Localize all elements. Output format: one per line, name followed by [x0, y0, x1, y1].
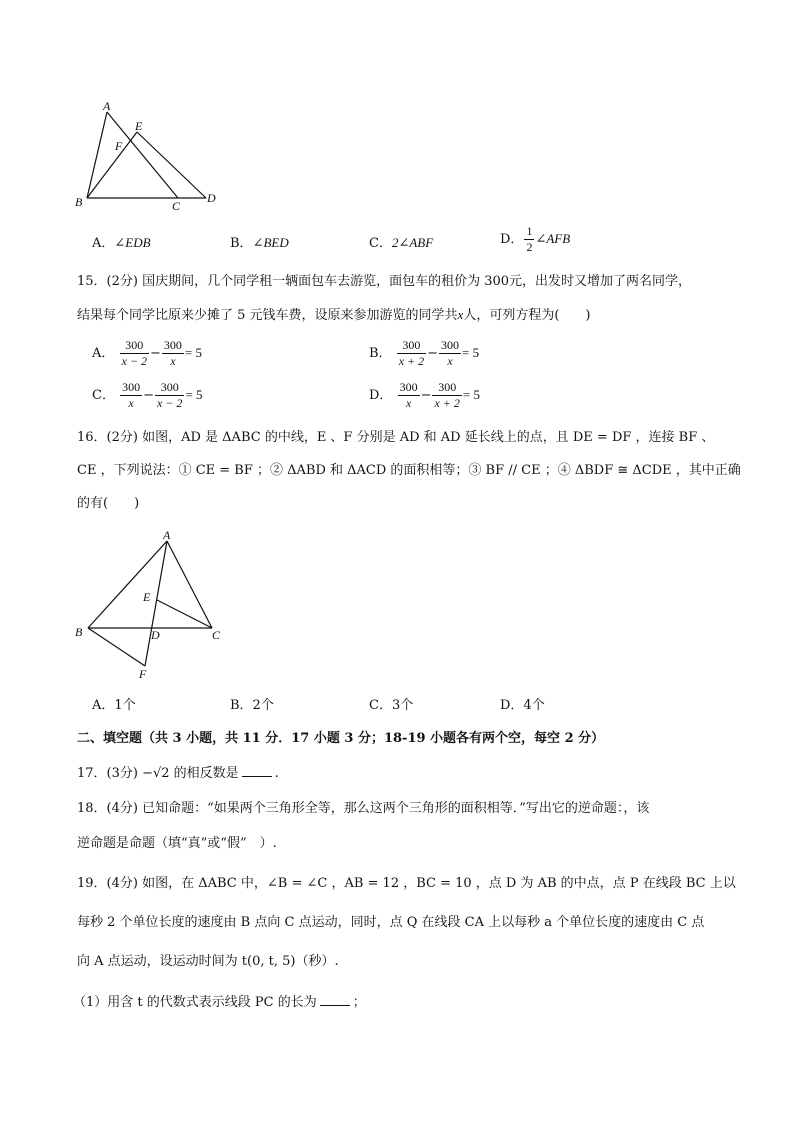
q19-line2: 每秒 2 个单位长度的速度由 B 点向 C 点运动，同时，点 Q 在线段 CA 上以每秒 a 个单位长度的速度由 C 点 [77, 915, 705, 930]
q16-option-d[interactable]: D．4个 [500, 698, 545, 713]
q14-option-d[interactable] [500, 224, 570, 255]
q14-option-a-label: A． [92, 236, 115, 251]
frac-num: 300 [397, 338, 426, 354]
frac-num: 300 [163, 338, 182, 352]
q19-sub1-end: ； [352, 995, 366, 1010]
q15-c-frac1 [120, 380, 142, 411]
q15-b-frac1 [397, 338, 426, 369]
q15-b-rhs: = 5 [462, 345, 480, 360]
q16-option-b[interactable]: B．2个 [230, 698, 274, 713]
q15-line2 [77, 304, 590, 323]
frac-den: 2 [526, 240, 533, 254]
figure-q14 [70, 95, 230, 215]
label-e: E [143, 590, 151, 604]
frac-den: x [405, 396, 412, 410]
frac-den: x [170, 354, 176, 368]
q19-sub1-answer-blank[interactable] [320, 995, 350, 1006]
frac-num: 300 [155, 380, 184, 396]
q15-option-a[interactable]: A． $\frac{300}{x - 2}$ − $\frac{300}{x}$ = 5 [92, 338, 202, 368]
frac-num: 300 [432, 380, 461, 396]
q15-c-frac2 [155, 380, 184, 411]
q15-a-frac2 [162, 338, 184, 369]
q15-c-label: C． [92, 388, 115, 403]
q15-b-label: B． [369, 346, 392, 361]
label-e: E [135, 119, 143, 133]
q16-line2: CE ，下列说法：① CE = BF ；② ΔABD 和 ΔACD 的面积相等；③ BF // CE ；④ ΔBDF ≅ ΔCDE ，其中正确 [77, 463, 741, 478]
frac-num: 300 [399, 380, 418, 394]
q14-option-b-label: B． [230, 236, 253, 251]
q15-c-rhs: = 5 [185, 387, 203, 402]
q18-line2: 逆命题是命题（填“真”或“假” ）. [77, 836, 277, 851]
frac-den: x + 2 [434, 396, 460, 410]
q17 [77, 762, 279, 781]
q15-option-c[interactable]: C． $\frac{300}{x}$ − $\frac{300}{x - 2}$ = 5 [92, 380, 203, 410]
frac-num: 300 [120, 338, 149, 354]
q19-line3: 向 A 点运动，设运动时间为 t(0, t, 5)（秒）. [77, 954, 339, 969]
label-a: A [163, 528, 171, 542]
q15-line2-b: 人，可列方程为( ) [463, 308, 591, 323]
q15-d-frac2 [432, 380, 461, 411]
q15-option-d[interactable]: D． $\frac{300}{x}$ − $\frac{300}{x + 2}$ = 5 [369, 380, 481, 410]
figure-q16 [70, 525, 240, 685]
q15-option-b[interactable]: B． $\frac{300}{x + 2}$ − $\frac{300}{x}$ = 5 [369, 338, 480, 368]
q15-line1: 15．(2分) 国庆期间，几个同学租一辆面包车去游览，面包车的租价为 300元，出发时又增加了两名同学， [77, 274, 692, 289]
q14-option-c-label: C． [369, 236, 392, 251]
q16-option-a[interactable]: A．1个 [92, 698, 136, 713]
q15-b-frac2 [439, 338, 461, 369]
label-d: D [207, 191, 216, 205]
q14-option-b-text: ∠BED [252, 235, 289, 250]
q19-sub1-text: （1）用含 t 的代数式表示线段 PC 的长为 [73, 995, 317, 1010]
label-b: B [75, 625, 83, 639]
frac-num: 1 [526, 224, 533, 238]
q17-text: 17．(3分) −√2 的相反数是 [77, 766, 239, 781]
q15-d-frac1 [398, 380, 420, 411]
q14-option-d-fraction [524, 224, 534, 255]
q14-option-c[interactable] [369, 232, 433, 251]
q16-line1: 16．(2分) 如图，AD 是 ΔABC 的中线，E 、F 分别是 AD 和 AD 延长线上的点，且 DE = DF ，连接 BF 、 [77, 430, 715, 445]
frac-den: x + 2 [398, 354, 425, 368]
q18-line1: 18．(4分) 已知命题：“如果两个三角形全等，那么这两个三角形的面积相等．”写出它的逆命题：，该 [77, 801, 650, 816]
q15-a-frac1 [120, 338, 149, 369]
frac-den: x − 2 [121, 354, 147, 368]
q16-option-c[interactable]: C．3个 [369, 698, 414, 713]
frac-den: x − 2 [157, 396, 183, 410]
label-c: C [172, 199, 181, 213]
label-f: F [139, 667, 147, 681]
q17-end: . [274, 766, 279, 781]
label-d: D [151, 628, 160, 642]
frac-den: x [128, 396, 134, 410]
q15-a-rhs: = 5 [184, 345, 202, 360]
q15-var-x: x [457, 307, 464, 322]
q16-line3: 的有( ) [77, 496, 140, 511]
frac-num: 300 [441, 338, 460, 352]
frac-num: 300 [122, 380, 141, 394]
q15-d-label: D． [369, 388, 393, 403]
q14-option-a-text: ∠EDB [114, 235, 151, 250]
q15-d-rhs: = 5 [462, 387, 481, 402]
q14-option-b[interactable] [230, 232, 289, 251]
label-f: F [115, 139, 123, 153]
q14-option-a[interactable] [92, 232, 151, 251]
label-c: C [212, 628, 221, 642]
section-2-heading: 二、填空题（共 3 小题，共 11 分．17 小题 3 分；18-19 小题各有两个空，每空 2 分） [77, 731, 605, 746]
q14-option-d-text: ∠AFB [535, 231, 571, 246]
q15-a-label: A． [92, 346, 115, 361]
q19-sub1 [73, 991, 366, 1010]
label-b: B [75, 195, 83, 209]
q14-option-d-label: D． [500, 232, 524, 247]
q14-option-c-text: 2∠ABF [391, 235, 434, 250]
q15-line2-a: 结果每个同学比原来少摊了 5 元钱车费，设原来参加游览的同学共 [77, 308, 458, 323]
label-a: A [103, 99, 111, 113]
q19-line1: 19．(4分) 如图，在 ΔABC 中，∠B = ∠C ，AB = 12 ，BC = 10 ，点 D 为 AB 的中点，点 P 在线段 BC 上以 [77, 876, 736, 891]
frac-den: x [447, 354, 453, 368]
q17-answer-blank[interactable] [242, 766, 272, 777]
